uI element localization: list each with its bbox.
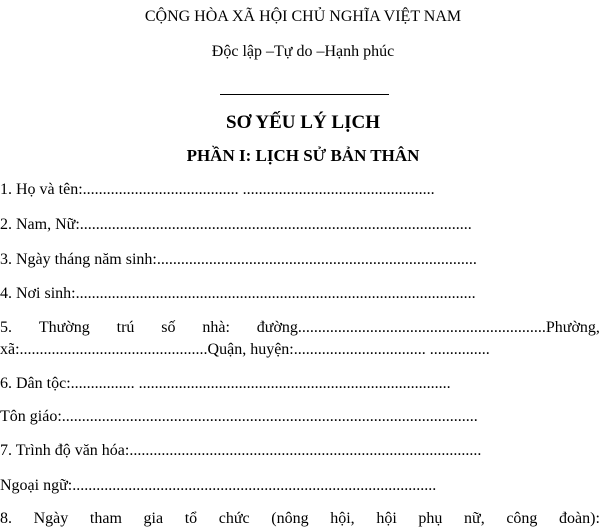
field-religion: Tôn giáo:........................................................................................................ — [0, 408, 478, 425]
address-word: nhà: — [202, 319, 230, 336]
document-title: SƠ YẾU LÝ LỊCH — [226, 112, 380, 133]
org-word: hội — [376, 510, 397, 527]
header-divider — [220, 94, 389, 95]
field-address-line-2: xã:...............................................Quận, huyện:................................. ............... — [0, 341, 490, 358]
country-header: CỘNG HÒA XÃ HỘI CHỦ NGHĨA VIỆT NAM — [144, 8, 462, 25]
address-word: số — [161, 319, 176, 336]
field-address-line-1 — [0, 319, 600, 337]
section-title: PHẦN I: LỊCH SỬ BẢN THÂN — [186, 146, 420, 165]
org-word: công — [506, 510, 538, 527]
address-word: 5. — [0, 319, 12, 336]
motto: Độc lập –Tự do –Hạnh phúc — [211, 43, 395, 60]
org-word: hội, — [330, 510, 355, 527]
field-birthplace: 4. Nơi sinh:.................................................................................................... — [0, 285, 476, 302]
field-org-date — [0, 510, 600, 528]
address-word: trú — [116, 319, 135, 336]
field-education: 7. Trình độ văn hóa:........................................................................................ — [0, 442, 482, 459]
address-word: Thường — [38, 319, 90, 336]
org-word: gia — [143, 510, 164, 527]
address-word: đường..............................................................Phường, — [256, 319, 600, 336]
org-word: 8. — [0, 510, 12, 527]
field-gender: 2. Nam, Nữ:.................................................................................................. — [0, 216, 472, 233]
field-dob: 3. Ngày tháng năm sinh:................................................................................ — [0, 251, 477, 268]
org-word: Ngày — [33, 510, 69, 527]
field-ethnicity: 6. Dân tộc:................ .............................................................................. — [0, 375, 451, 392]
org-word: nữ, — [464, 510, 485, 527]
field-language: Ngoại ngữ:........................................................................................... — [0, 477, 437, 494]
org-word: chức — [218, 510, 250, 527]
org-word: (nông — [271, 510, 309, 527]
org-word: đoàn): — [559, 510, 600, 527]
field-name: 1. Họ và tên:....................................... ................................................ — [0, 181, 435, 198]
org-word: phụ — [418, 510, 443, 527]
org-word: tham — [89, 510, 122, 527]
org-word: tổ — [184, 510, 198, 527]
